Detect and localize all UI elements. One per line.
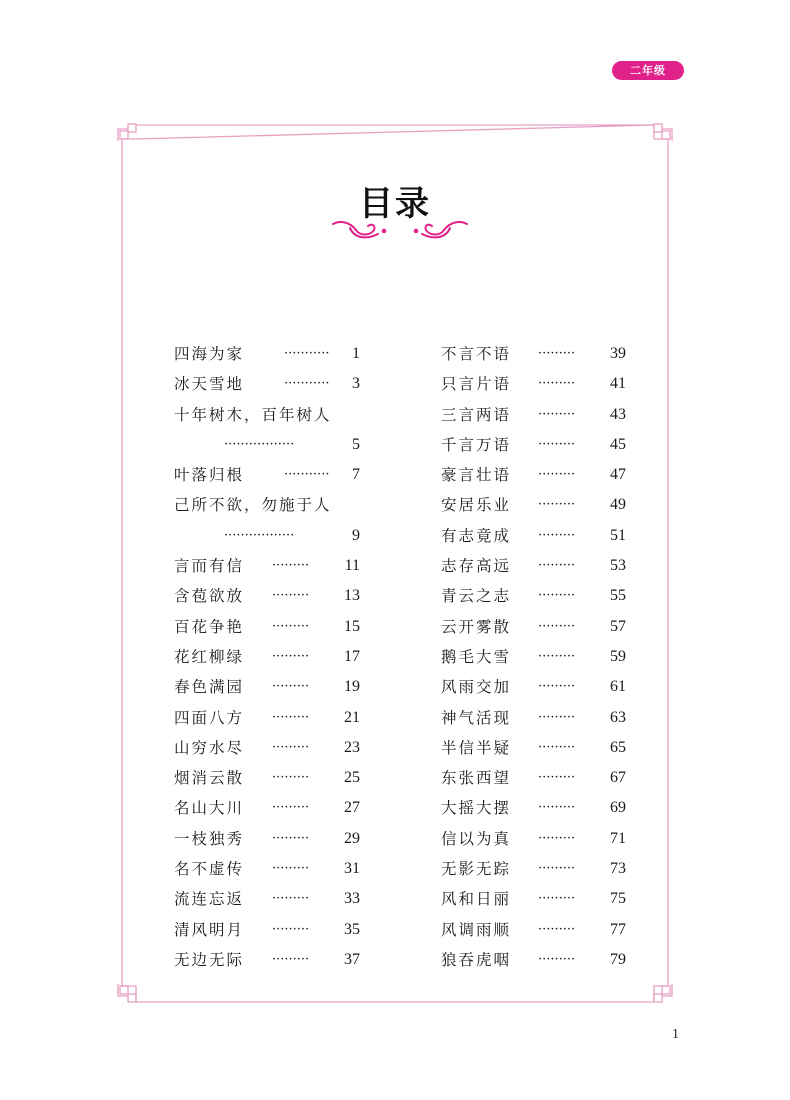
toc-entry-leader-dots: ·········: [272, 861, 310, 877]
toc-entry-title: 千言万语: [441, 435, 512, 454]
toc-entry[interactable]: [441, 402, 626, 432]
toc-entry-leader-dots: ·········: [272, 951, 310, 967]
toc-entry[interactable]: [441, 462, 626, 492]
toc-entry-leader-dots: ·········: [272, 921, 310, 937]
toc-entry[interactable]: [174, 826, 360, 856]
toc-entry[interactable]: [174, 432, 360, 462]
toc-entry[interactable]: [441, 644, 626, 674]
toc-entry[interactable]: [174, 341, 360, 371]
toc-entry-leader-dots: ·········: [538, 406, 576, 422]
toc-entry-leader-dots: ·········: [272, 679, 310, 695]
toc-entry-title: 叶落归根: [174, 466, 245, 485]
toc-entry-leader-dots: ·········: [538, 921, 576, 937]
toc-entry-leader-dots: ·········: [538, 436, 576, 452]
toc-entry-page: 67: [610, 769, 626, 787]
toc-entry[interactable]: [174, 583, 360, 613]
toc-entry-title: 东张西望: [441, 769, 512, 788]
toc-entry[interactable]: [174, 553, 360, 583]
toc-entry-title: 清风明月: [174, 920, 245, 939]
toc-entry-title: 风调雨顺: [441, 920, 512, 939]
toc-entry[interactable]: [441, 523, 626, 553]
toc-entry[interactable]: [174, 795, 360, 825]
toc-entry-page: 5: [352, 435, 360, 453]
toc-entry-title: 风和日丽: [441, 890, 512, 909]
toc-entry-title: 四海为家: [174, 345, 245, 363]
toc-entry-leader-dots: ·········: [272, 618, 310, 634]
toc-entry-page: 51: [610, 526, 626, 544]
toc-entry-page: 57: [610, 617, 626, 635]
toc-entry-title: 不言不语: [441, 345, 512, 363]
title-ornament-icon: [330, 216, 470, 246]
toc-entry[interactable]: [174, 917, 360, 947]
toc-entry-page: 55: [610, 587, 626, 605]
toc-entry[interactable]: [174, 492, 360, 522]
toc-entry-leader-dots: ·········: [272, 588, 310, 604]
toc-entry-title: 山穷水尽: [174, 738, 245, 757]
toc-entry[interactable]: [174, 371, 360, 401]
toc-entry[interactable]: [174, 614, 360, 644]
toc-entry-page: 23: [344, 738, 360, 756]
toc-entry-page: 13: [344, 587, 360, 605]
toc-entry-title: 半信半疑: [441, 738, 512, 757]
toc-entry-title: 狼吞虎咽: [441, 950, 512, 969]
toc-entry-leader-dots: ·················: [224, 436, 295, 452]
toc-entry[interactable]: [441, 826, 626, 856]
toc-entry[interactable]: [174, 947, 360, 977]
toc-entry-leader-dots: ·········: [538, 376, 576, 392]
toc-entry-leader-dots: ·········: [538, 951, 576, 967]
toc-entry-title: 四面八方: [174, 708, 245, 727]
toc-entry-title: 风雨交加: [441, 678, 512, 697]
toc-entry-title: 三言两语: [441, 405, 512, 424]
toc-entry[interactable]: [174, 402, 360, 432]
toc-entry-page: 21: [344, 708, 360, 726]
toc-entry-title: 十年树木，百年树人: [174, 405, 332, 424]
toc-entry-leader-dots: ·········: [538, 709, 576, 725]
toc-entry-leader-dots: ·········: [538, 679, 576, 695]
toc-entry-leader-dots: ·········: [538, 588, 576, 604]
toc-entry-leader-dots: ·········: [272, 830, 310, 846]
toc-entry-page: 15: [344, 617, 360, 635]
toc-entry-leader-dots: ·········: [538, 648, 576, 664]
page-title: 目录: [359, 184, 431, 224]
toc-entry[interactable]: [441, 917, 626, 947]
toc-entry[interactable]: [441, 432, 626, 462]
toc-entry-page: 9: [352, 526, 360, 544]
toc-entry-title: 冰天雪地: [174, 375, 245, 394]
toc-entry-page: 7: [352, 466, 360, 484]
toc-entry-title: 青云之志: [441, 587, 512, 606]
toc-entry-title: 云开雾散: [441, 617, 512, 636]
toc-entry-title: 豪言壮语: [441, 466, 512, 485]
toc-entry-leader-dots: ·········: [272, 770, 310, 786]
toc-entry-leader-dots: ·········: [538, 527, 576, 543]
toc-entry-leader-dots: ·········: [538, 558, 576, 574]
toc-entry[interactable]: [174, 856, 360, 886]
toc-entry-leader-dots: ·········: [538, 770, 576, 786]
toc-entry-page: 73: [610, 860, 626, 878]
toc-left-column: [174, 341, 360, 977]
toc-entry-page: 3: [352, 375, 360, 393]
toc-entry-page: 47: [610, 466, 626, 484]
toc-entry[interactable]: [441, 492, 626, 522]
toc-entry-page: 63: [610, 708, 626, 726]
toc-entry-page: 27: [344, 799, 360, 817]
toc-right-column: [441, 341, 626, 977]
toc-entry[interactable]: [174, 674, 360, 704]
toc-entry-leader-dots: ·········: [272, 891, 310, 907]
page-number: 1: [672, 1027, 679, 1042]
toc-entry-page: 33: [344, 890, 360, 908]
toc-entry-leader-dots: ·········: [538, 800, 576, 816]
toc-entry-leader-dots: ·········: [538, 618, 576, 634]
toc-entry-page: 77: [610, 920, 626, 938]
toc-entry-title: 己所不欲，勿施于人: [174, 496, 332, 515]
toc-entry-leader-dots: ·········: [538, 497, 576, 513]
toc-entry-page: 39: [610, 345, 626, 362]
toc-entry-title: 无影无踪: [441, 860, 512, 879]
toc-entry-page: 37: [344, 950, 360, 968]
toc-entry-leader-dots: ·················: [224, 527, 295, 543]
toc-entry-title: 信以为真: [441, 829, 512, 848]
toc-entry-page: 59: [610, 647, 626, 665]
toc-entry-page: 65: [610, 738, 626, 756]
toc-entry-leader-dots: ·········: [538, 739, 576, 755]
toc-entry[interactable]: [441, 856, 626, 886]
toc-entry[interactable]: [441, 614, 626, 644]
toc-entry-page: 49: [610, 496, 626, 514]
toc-entry-page: 53: [610, 557, 626, 575]
toc-entry-leader-dots: ·········: [538, 467, 576, 483]
toc-entry-page: 29: [344, 829, 360, 847]
toc-entry-title: 鹅毛大雪: [441, 647, 512, 666]
toc-entry[interactable]: [174, 705, 360, 735]
toc-entry-page: 45: [610, 435, 626, 453]
toc-entry-title: 名山大川: [174, 799, 245, 818]
toc-entry-leader-dots: ·········: [538, 891, 576, 907]
toc-entry-leader-dots: ·········: [272, 800, 310, 816]
toc-entry-page: 71: [610, 829, 626, 847]
toc-entry-page: 17: [344, 647, 360, 665]
toc-entry[interactable]: [174, 462, 360, 492]
toc-entry-page: 11: [344, 557, 360, 575]
toc-entry-leader-dots: ·········: [538, 830, 576, 846]
toc-entry[interactable]: [174, 644, 360, 674]
toc-entry[interactable]: [441, 674, 626, 704]
toc-entry-page: 25: [344, 769, 360, 787]
toc-entry-page: 61: [610, 678, 626, 696]
toc-entry[interactable]: [441, 795, 626, 825]
toc-entry-page: 1: [352, 345, 360, 362]
toc-entry-page: 69: [610, 799, 626, 817]
toc-entry-title: 花红柳绿: [174, 647, 245, 666]
toc-entry-title: 烟消云散: [174, 769, 245, 788]
toc-entry-title: 名不虚传: [174, 860, 245, 879]
toc-entry-title: 流连忘返: [174, 890, 245, 909]
toc-entry-title: 安居乐业: [441, 496, 512, 515]
toc-entry[interactable]: [441, 765, 626, 795]
toc-entry-page: 79: [610, 950, 626, 968]
toc-entry-leader-dots: ···········: [284, 346, 330, 361]
toc-entry[interactable]: [441, 886, 626, 916]
toc-entry[interactable]: [441, 705, 626, 735]
toc-entry-title: 一枝独秀: [174, 829, 245, 848]
toc-entry-leader-dots: ·········: [272, 648, 310, 664]
toc-entry-title: 含苞欲放: [174, 587, 245, 606]
toc-entry-leader-dots: ·········: [272, 739, 310, 755]
toc-entry-page: 31: [344, 860, 360, 878]
toc-entry-title: 言而有信: [174, 557, 245, 576]
toc-entry[interactable]: [441, 341, 626, 371]
toc-entry[interactable]: [174, 886, 360, 916]
toc-entry[interactable]: [441, 371, 626, 401]
toc-entry[interactable]: [441, 583, 626, 613]
toc-entry-page: 19: [344, 678, 360, 696]
toc-entry-leader-dots: ·········: [538, 346, 576, 361]
toc-entry-page: 75: [610, 890, 626, 908]
toc-entry-leader-dots: ·········: [272, 709, 310, 725]
toc-entry-title: 神气活现: [441, 708, 512, 727]
toc-entry-leader-dots: ·········: [272, 558, 310, 574]
toc-entry-page: 43: [610, 405, 626, 423]
toc-entry-title: 百花争艳: [174, 617, 245, 636]
toc-entry-title: 大摇大摆: [441, 799, 512, 818]
toc-entry[interactable]: [441, 553, 626, 583]
toc-entry-page: 41: [610, 375, 626, 393]
toc-entry-leader-dots: ···········: [284, 376, 330, 392]
toc-entry-title: 只言片语: [441, 375, 512, 394]
toc-entry-leader-dots: ···········: [284, 467, 330, 483]
toc-entry-title: 无边无际: [174, 950, 245, 969]
toc-entry[interactable]: [174, 523, 360, 553]
toc-entry-leader-dots: ·········: [538, 861, 576, 877]
toc-entry-page: 35: [344, 920, 360, 938]
grade-badge-label: 二年级: [630, 64, 666, 77]
toc-entry[interactable]: [174, 765, 360, 795]
toc-entry-title: 有志竟成: [441, 526, 512, 545]
toc-entry[interactable]: [441, 947, 626, 977]
toc-entry-title: 春色满园: [174, 678, 245, 697]
toc-entry-title: 志存高远: [441, 557, 512, 576]
toc-entry[interactable]: [441, 735, 626, 765]
toc-entry[interactable]: [174, 735, 360, 765]
